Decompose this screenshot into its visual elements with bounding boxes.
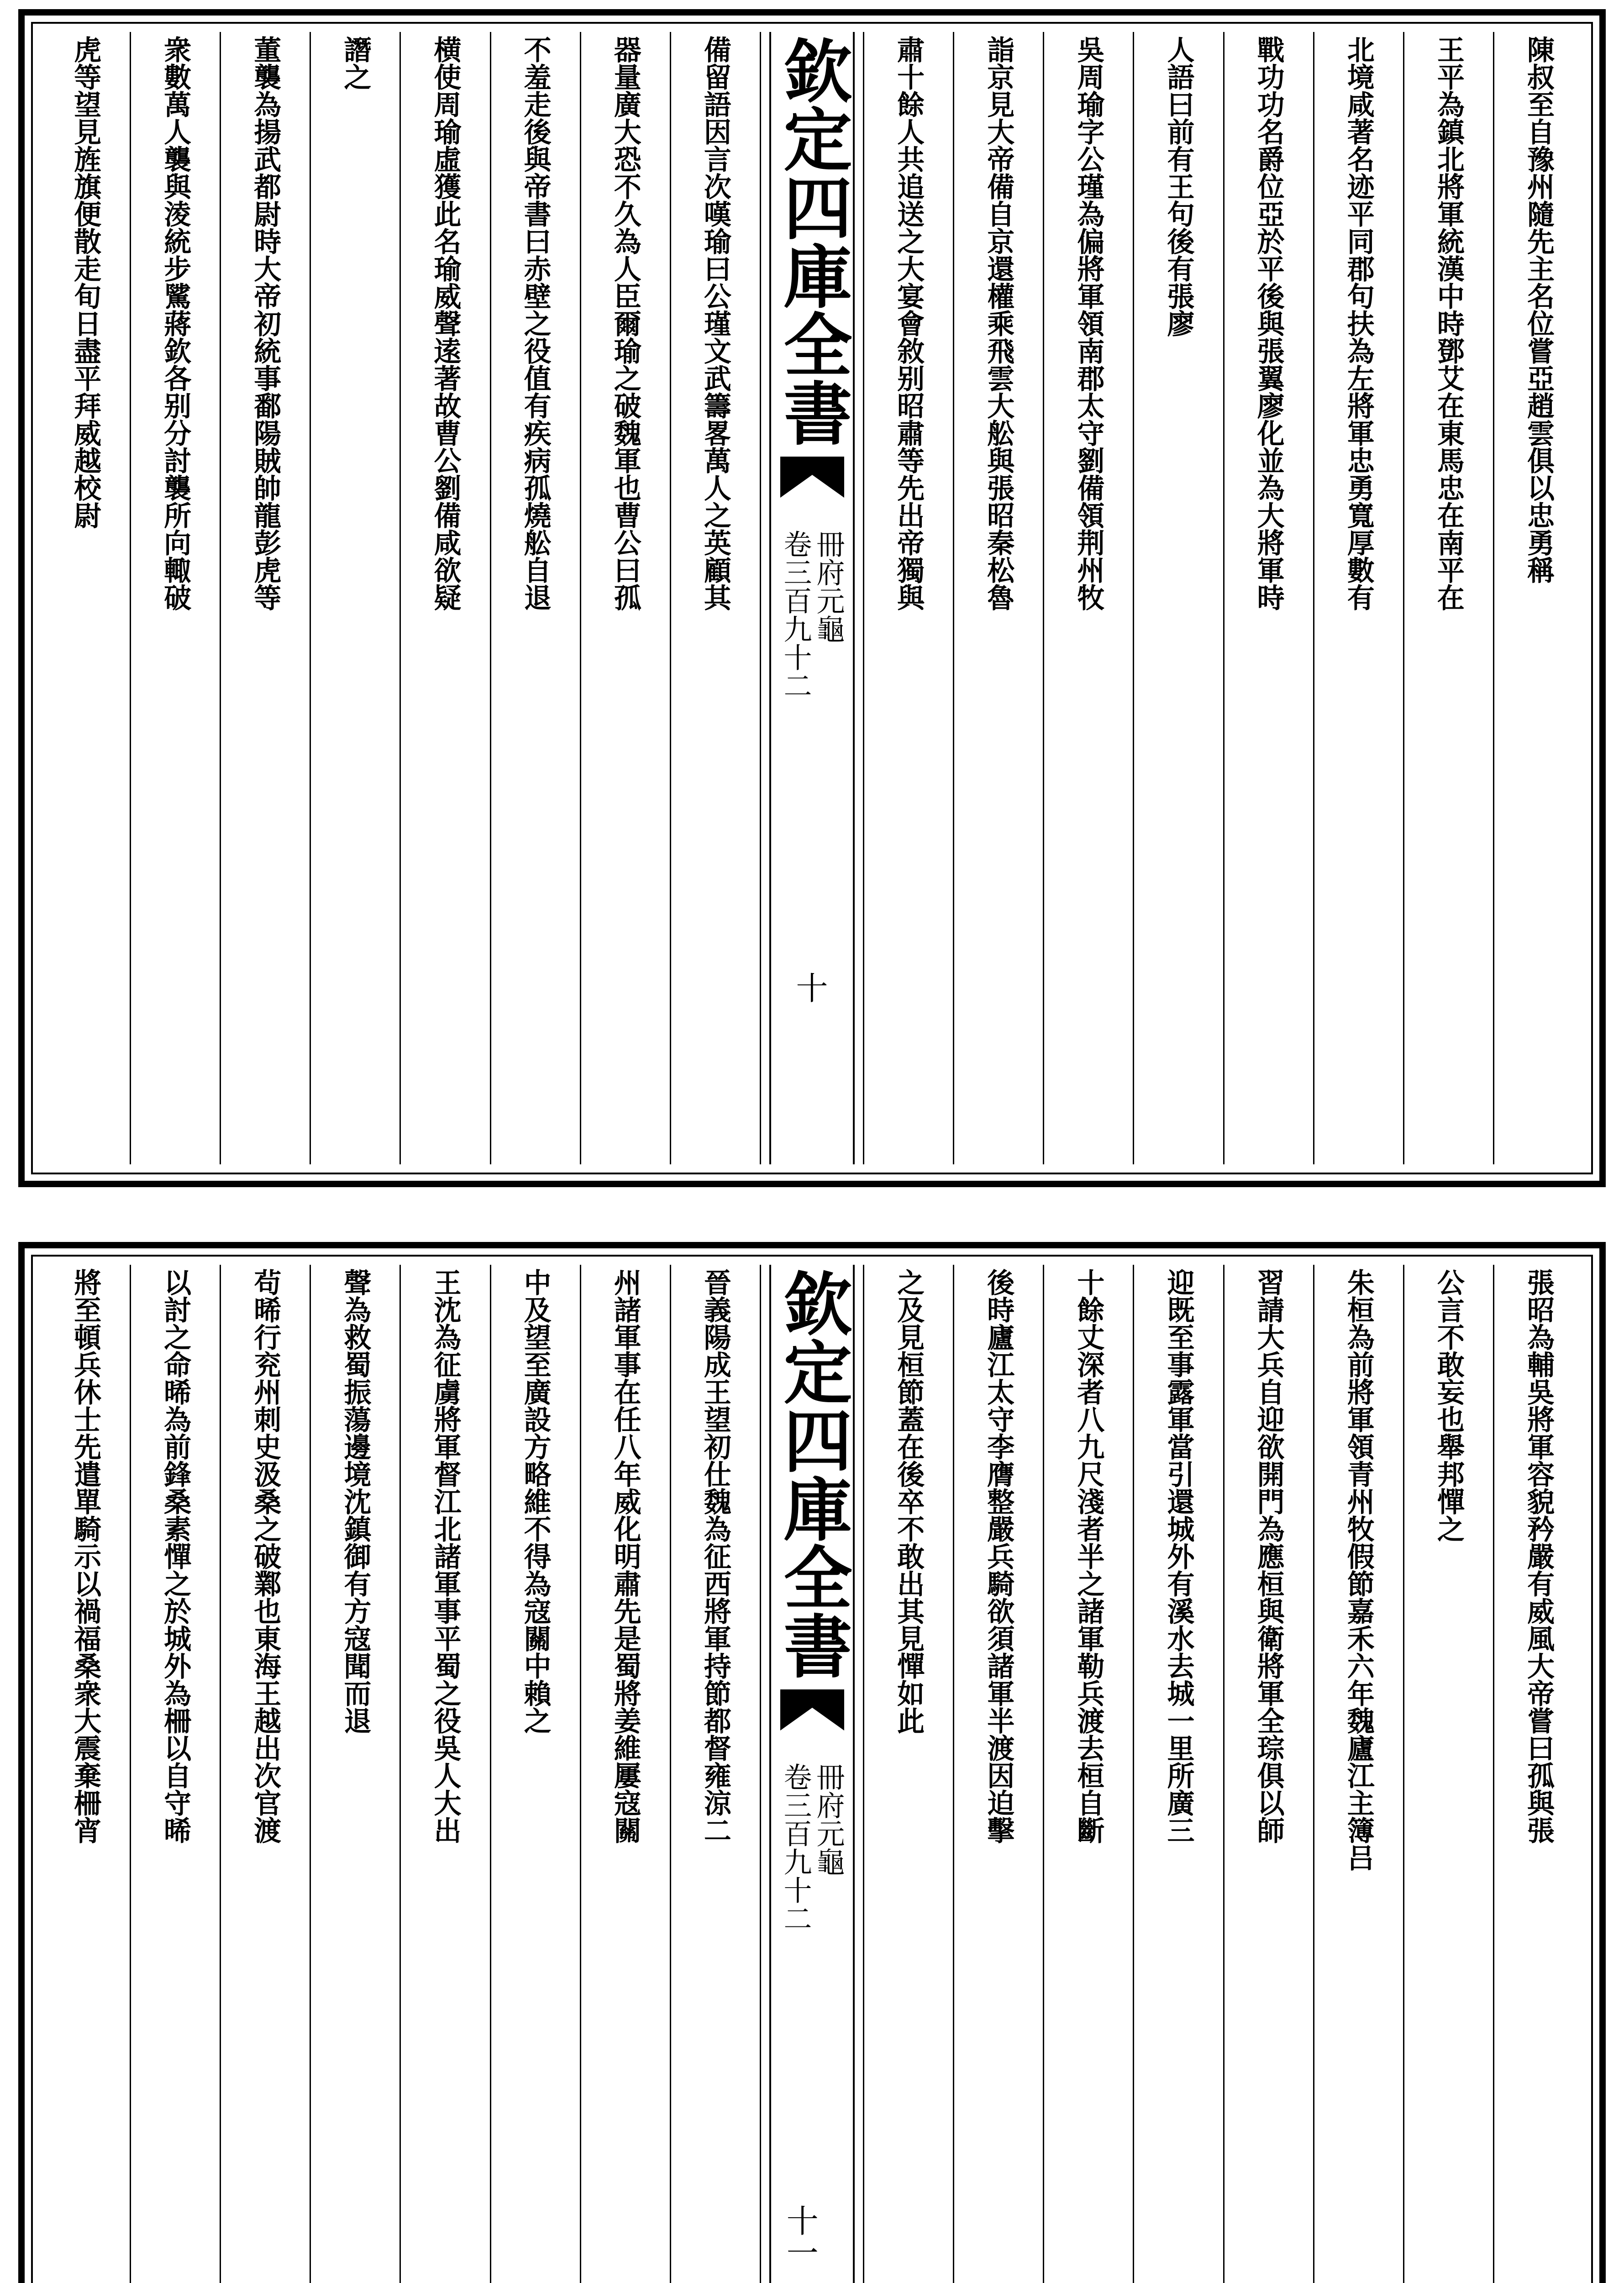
text-column: [130, 32, 220, 1164]
column-text: 衆數萬人襲與淩統步騭蔣欽各别分討襲所向輙破: [159, 36, 192, 611]
column-text: 十餘丈深者八九尺淺者半之諸軍勒兵渡去桓自斷: [1072, 1268, 1105, 1844]
text-column: [41, 32, 130, 1164]
column-text: 聲為救蜀振蕩邊境沈鎮御有方寇聞而退: [339, 1268, 372, 1734]
center-fold-column: [760, 1265, 863, 2283]
center-rule: [769, 32, 771, 1164]
text-column: [1223, 32, 1313, 1164]
fish-tail-mark-icon: [780, 1689, 844, 1731]
text-column: [953, 1265, 1043, 2283]
text-column: [670, 32, 760, 1164]
column-text: 朱桓為前將軍領青州牧假節嘉禾六年魏廬江主簿吕: [1342, 1268, 1375, 1871]
text-column: [1133, 1265, 1223, 2283]
column-text: 横使周瑜虛獲此名瑜威聲逺著故曹公劉備咸欲疑: [429, 36, 462, 611]
column-text: 虎等望見旌旗便散走旬日盡平拜威越校尉: [69, 36, 102, 529]
center-rule: [853, 32, 855, 1164]
text-column: [863, 1265, 953, 2283]
text-column: [1403, 32, 1493, 1164]
text-column: [399, 1265, 489, 2283]
column-text: 中及望至廣設方略維不得為寇關中賴之: [519, 1268, 552, 1734]
center-rule: [853, 1265, 855, 2283]
text-column: [670, 1265, 760, 2283]
column-text: 以討之命晞為前鋒桑素憚之於城外為柵以自守晞: [159, 1268, 192, 1844]
folio-number: 十: [796, 970, 828, 1007]
column-text: 備留語因言次嘆瑜曰公瑾文武籌畧萬人之英顧其: [699, 36, 731, 611]
text-column: [580, 1265, 670, 2283]
text-column: [1223, 1265, 1313, 2283]
column-text: 吳周瑜字公瑾為偏將軍領南郡太守劉備領荆州牧: [1072, 36, 1105, 611]
volume-number: 卷三百九十二: [779, 530, 813, 700]
text-column: [1313, 32, 1403, 1164]
text-column: [1043, 1265, 1133, 2283]
column-text: 王平為鎮北將軍統漢中時鄧艾在東馬忠在南平在: [1432, 36, 1465, 611]
column-text: 董襲為揚武都尉時大帝初統事鄱陽賊帥龍彭虎等: [249, 36, 282, 611]
book-title: 欽定四庫全書: [772, 36, 852, 447]
book-name: 冊府元龜: [812, 530, 846, 643]
folio-number: 十一: [786, 2203, 819, 2272]
book-title: 欽定四庫全書: [772, 1268, 852, 1679]
center-rule: [769, 1265, 771, 2283]
column-text: 陳叔至自豫州隨先主名位嘗亞趙雲俱以忠勇稱: [1522, 36, 1555, 584]
text-column: [1403, 1265, 1493, 2283]
text-column: [953, 32, 1043, 1164]
column-text: 迎既至事露軍當引還城外有溪水去城一里所廣三: [1162, 1268, 1195, 1844]
text-column: [310, 32, 399, 1164]
fish-tail-mark-icon: [780, 457, 844, 498]
column-text: 後時廬江太守李膺整嚴兵騎欲須諸軍半渡因迫擊: [983, 1268, 1015, 1844]
text-column: [490, 32, 580, 1164]
column-text: 將至頓兵休士先遣單騎示以禍福桑衆大震棄柵宵: [69, 1268, 102, 1844]
text-column: [490, 1265, 580, 2283]
column-text: 肅十餘人共追送之大宴會敘别昭肅等先出帝獨與: [893, 36, 925, 611]
column-text: 之及見桓節蓋在後卒不敢出其見憚如此: [893, 1268, 925, 1734]
column-text: 晉義陽成王望初仕魏為征西將軍持節都督雍涼二: [699, 1268, 731, 1844]
text-column: [1493, 1265, 1583, 2283]
column-text: 北境咸著名迹平同郡句扶為左將軍忠勇寬厚數有: [1342, 36, 1375, 611]
text-column: [220, 32, 310, 1164]
text-column: [1313, 1265, 1403, 2283]
column-text: 不羞走後與帝書曰赤壁之役值有疾病孤燒舩自退: [519, 36, 552, 611]
column-text: 戰功功名爵位亞於平後與張翼廖化並為大將軍時: [1252, 36, 1285, 611]
column-text: 器量廣大恐不久為人臣爾瑜之破魏軍也曹公曰孤: [609, 36, 641, 611]
page-top: [18, 9, 1606, 1187]
center-fold-column: [760, 32, 863, 1164]
text-column: [1043, 32, 1133, 1164]
text-column: [1133, 32, 1223, 1164]
text-column: [41, 1265, 130, 2283]
page-bottom: [18, 1242, 1606, 2283]
text-column: [399, 32, 489, 1164]
column-text: 州諸軍事在任八年威化明肅先是蜀將姜維屢寇關: [609, 1268, 641, 1844]
column-text: 王沈為征虜將軍督江北諸軍事平蜀之役吳人大出: [429, 1268, 462, 1844]
column-text: 茍晞行兖州刺史汲桑之破鄴也東海王越出次官渡: [249, 1268, 282, 1844]
text-column: [863, 32, 953, 1164]
text-column: [310, 1265, 399, 2283]
column-text: 習請大兵自迎欲開門為應桓與衛將軍全琮俱以師: [1252, 1268, 1285, 1844]
column-text: 張昭為輔吳將軍容貌矜嚴有威風大帝嘗曰孤與張: [1522, 1268, 1555, 1844]
text-column: [1493, 32, 1583, 1164]
volume-number: 卷三百九十二: [779, 1762, 813, 1932]
page-bottom-columns: [41, 1265, 1583, 2283]
text-column: [130, 1265, 220, 2283]
book-name: 冊府元龜: [812, 1762, 846, 1876]
column-text: 譖之: [339, 36, 372, 90]
page-top-columns: [41, 32, 1583, 1164]
column-text: 公言不敢妄也舉邦憚之: [1432, 1268, 1465, 1542]
column-text: 人語曰前有王句後有張廖: [1162, 36, 1195, 337]
text-column: [580, 32, 670, 1164]
text-column: [220, 1265, 310, 2283]
column-text: 詣京見大帝備自京還權乘飛雲大舩與張昭秦松魯: [983, 36, 1015, 611]
